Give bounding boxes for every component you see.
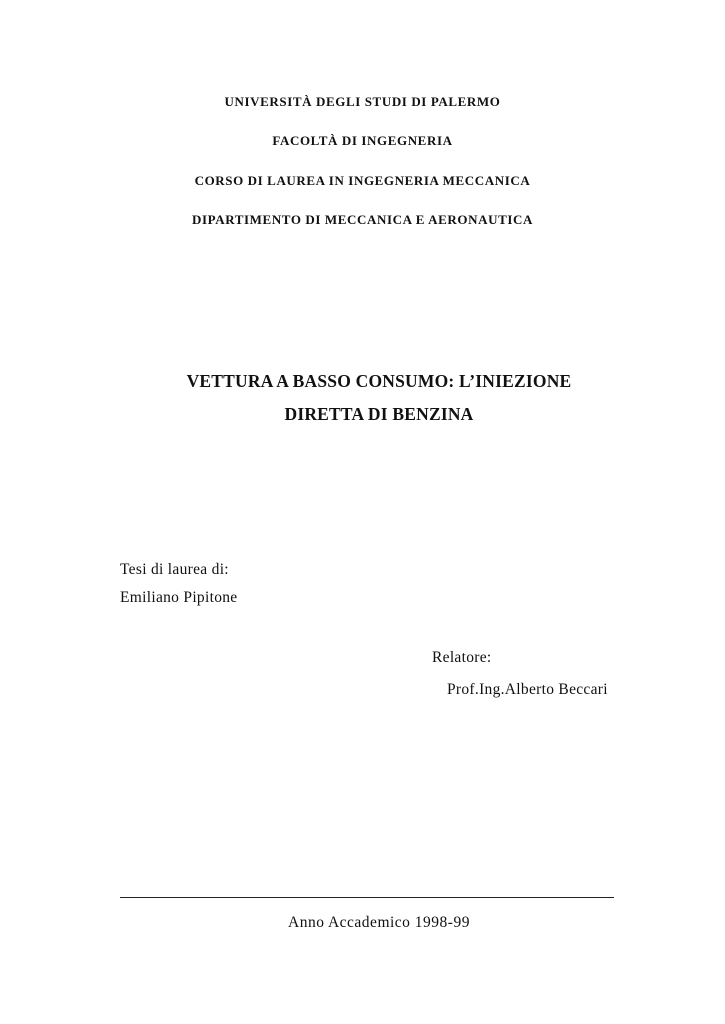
thesis-title-line-1: VETTURA A BASSO CONSUMO: L’INIEZIONE [186, 371, 572, 391]
author-name: Emiliano Pipitone [120, 589, 238, 606]
footer-divider [120, 897, 614, 898]
supervisor-label: Relatore: [432, 649, 492, 666]
author-label: Tesi di laurea di: [120, 561, 229, 578]
thesis-title-line-2: DIRETTA DI BENZINA [284, 404, 474, 424]
academic-year: Anno Accademico 1998-99 [288, 914, 470, 931]
university-name: UNIVERSITÀ DEGLI STUDI DI PALERMO [224, 94, 501, 109]
department-name: DIPARTIMENTO DI MECCANICA E AERONAUTICA [192, 212, 533, 227]
faculty-name: FACOLTÀ DI INGEGNERIA [272, 133, 453, 148]
supervisor-name: Prof.Ing.Alberto Beccari [447, 681, 608, 698]
course-name: CORSO DI LAUREA IN INGEGNERIA MECCANICA [194, 173, 531, 188]
